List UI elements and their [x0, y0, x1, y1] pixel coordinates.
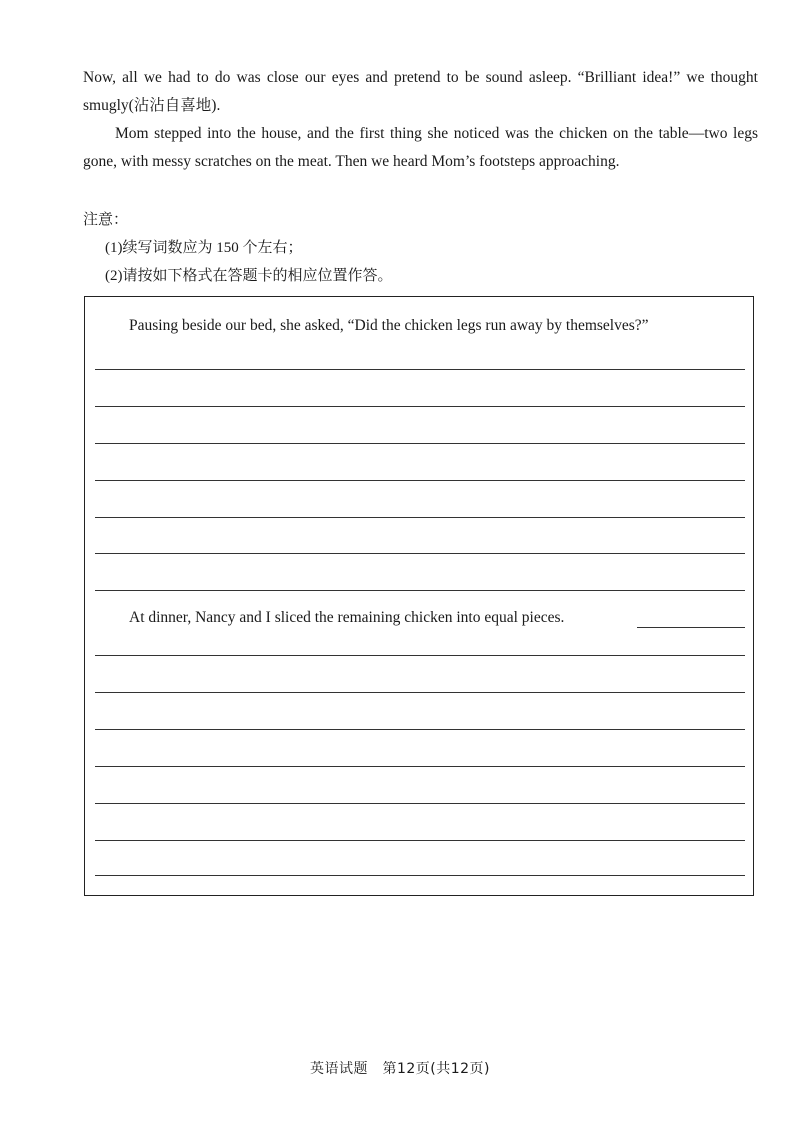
- notes-title: 注意：: [83, 212, 129, 228]
- writing-line[interactable]: [95, 875, 745, 876]
- writing-line[interactable]: [95, 803, 745, 804]
- writing-line[interactable]: [95, 553, 745, 554]
- passage-paragraph-2: Mom stepped into the house, and the first thing she noticed was the chicken on the table—two legs gone, with messy scratches on the meat. Then we heard Mom’s footsteps approaching.: [83, 125, 758, 170]
- continuation-prompt-1: Pausing beside our bed, she asked, “Did the chicken legs run away by themselves?”: [129, 317, 649, 334]
- writing-line[interactable]: [95, 480, 745, 481]
- passage-paragraph-1: Now, all we had to do was close our eyes and pretend to be sound asleep. “Brilliant idea!” we thought smugly(沾沾自喜地).: [83, 69, 758, 114]
- writing-line[interactable]: [95, 766, 745, 767]
- continuation-prompt-2: At dinner, Nancy and I sliced the remaining chicken into equal pieces.: [129, 609, 565, 626]
- note-item-2: (2)请按如下格式在答题卡的相应位置作答。: [105, 268, 393, 284]
- writing-line[interactable]: [95, 729, 745, 730]
- writing-line[interactable]: [95, 692, 745, 693]
- writing-line-short[interactable]: [637, 627, 745, 628]
- answer-box: [84, 296, 754, 896]
- writing-line[interactable]: [95, 406, 745, 407]
- writing-line[interactable]: [95, 443, 745, 444]
- writing-line[interactable]: [95, 840, 745, 841]
- writing-line[interactable]: [95, 369, 745, 370]
- writing-line[interactable]: [95, 517, 745, 518]
- writing-line[interactable]: [95, 590, 745, 591]
- writing-line[interactable]: [95, 655, 745, 656]
- notes-section: [83, 206, 393, 290]
- note-item-1: (1)续写词数应为 150 个左右；: [105, 240, 303, 256]
- passage-text: [83, 64, 758, 176]
- page-footer: 英语试题 第12页(共12页): [309, 1061, 491, 1077]
